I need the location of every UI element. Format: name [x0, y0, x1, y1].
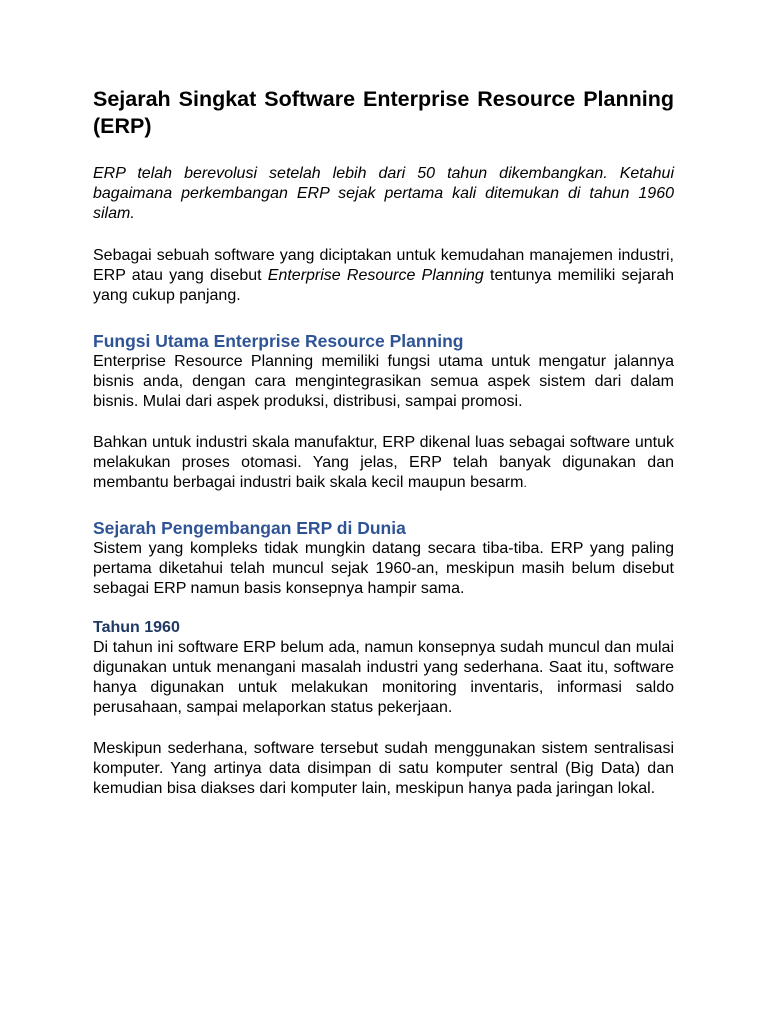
intro-paragraph [93, 246, 674, 306]
tahun-1960-paragraph-2: Meskipun sederhana, software tersebut sudah menggunakan sistem sentralisasi komputer. Yang artinya data disimpan di satu komputer sentral (Big Data) dan kemudian bisa diakses dari komputer lain, meskipun hanya pada jaringan lokal. [93, 740, 674, 797]
section-heading-fungsi: Fungsi Utama Enterprise Resource Planning [93, 331, 464, 351]
tahun-1960-paragraph-1: Di tahun ini software ERP belum ada, namun konsepnya sudah muncul dan mulai digunakan untuk menangani masalah industri yang sederhana. Saat itu, software hanya digunakan untuk melakukan monitoring inventaris, informasi saldo perusahaan, sampai melaporkan status pekerjaan. [93, 639, 674, 716]
intro-text-before: Sebagai sebuah software yang diciptakan untuk kemudahan manajemen industri, ERP atau yang disebut [93, 247, 674, 284]
intro-text-italic: Enterprise Resource Planning [267, 267, 484, 284]
fungsi-paragraph-2 [93, 433, 674, 493]
document-page [93, 86, 674, 799]
section-heading-sejarah: Sejarah Pengembangan ERP di Dunia [93, 518, 406, 538]
subsection-heading-tahun-1960: Tahun 1960 [93, 619, 180, 636]
fungsi-paragraph-2-text: Bahkan untuk industri skala manufaktur, ERP dikenal luas sebagai software untuk melakukan proses otomasi. Yang jelas, ERP telah banyak digunakan dan membantu berbagai industri baik skala kecil maupun besarm [93, 434, 674, 491]
fungsi-paragraph-1: Enterprise Resource Planning memiliki fungsi utama untuk mengatur jalannya bisnis anda, dengan cara mengintegrasikan semua aspek sistem dari dalam bisnis. Mulai dari aspek produksi, distribusi, sampai promosi. [93, 353, 674, 410]
intro-text-after: tentunya memiliki sejarah yang cukup panjang. [93, 267, 675, 304]
lead-paragraph: ERP telah berevolusi setelah lebih dari 50 tahun dikembangkan. Ketahui bagaimana perkembangan ERP sejak pertama kali ditemukan di tahun 1960 silam. [93, 165, 674, 222]
fungsi-paragraph-2-period: . [523, 476, 527, 490]
document-title: Sejarah Singkat Software Enterprise Resource Planning (ERP) [93, 87, 674, 138]
sejarah-paragraph-1: Sistem yang kompleks tidak mungkin datang secara tiba-tiba. ERP yang paling pertama diketahui telah muncul sejak 1960-an, meskipun masih belum disebut sebagai ERP namun basis konsepnya hampir sama. [93, 540, 674, 597]
